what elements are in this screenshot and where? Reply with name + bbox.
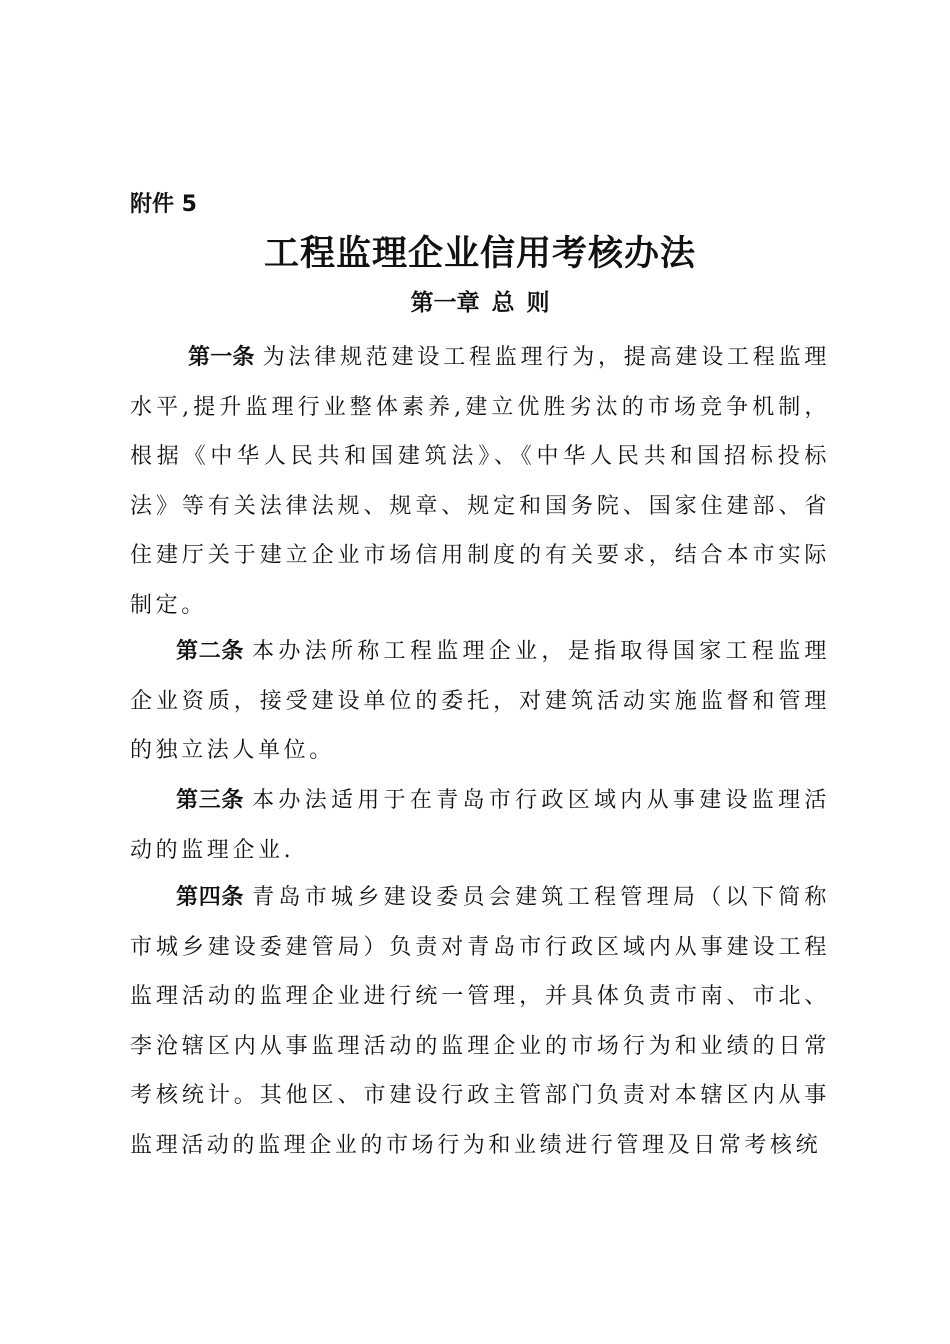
article-2-body: 本办法所称工程监理企业，是指取得国家工程监理企业资质，接受建设单位的委托，对建筑活动实施监督和管理的独立法人单位。 [130, 639, 830, 763]
article-3-body: 本办法适用于在青岛市行政区域内从事建设监理活动的监理企业. [130, 788, 830, 863]
chapter-heading [0, 286, 950, 320]
article-2-heading: 第二条 [176, 639, 245, 664]
article-3-heading: 第三条 [176, 788, 245, 813]
article-1-body: 为法律规范建设工程监理行为，提高建设工程监理水平,提升监理行业整体素养,建立优胜劣汰的市场竞争机制，根据《中华人民共和国建筑法》、《中华人民共和国招标投标法》等有关法律法规、规章、规定和国务院、国家住建部、省住建厅关于建立企业市场信用制度的有关要求，结合本市实际制定。 [130, 345, 830, 618]
chapter-name-part2: 则 [526, 290, 550, 316]
chapter-name-part1: 总 [491, 290, 515, 316]
article-1-heading: 第一条 [188, 345, 255, 370]
article-4-heading: 第四条 [176, 885, 245, 910]
article-2 [130, 627, 830, 776]
article-3 [130, 776, 830, 875]
article-1 [130, 333, 830, 630]
chapter-number: 第一章 [410, 290, 480, 316]
article-4 [130, 873, 830, 1170]
attachment-label: 附件 5 [130, 192, 197, 217]
article-4-body: 青岛市城乡建设委员会建筑工程管理局（以下简称市城乡建设委建管局）负责对青岛市行政区域内从事建设工程监理活动的监理企业进行统一管理，并具体负责市南、市北、李沧辖区内从事监理活动的监理企业的市场行为和业绩的日常考核统计。其他区、市建设行政主管部门负责对本辖区内从事监理活动的监理企业的市场行为和业绩进行管理及日常考核统 [130, 885, 830, 1158]
document-title: 工程监理企业信用考核办法 [263, 233, 696, 274]
